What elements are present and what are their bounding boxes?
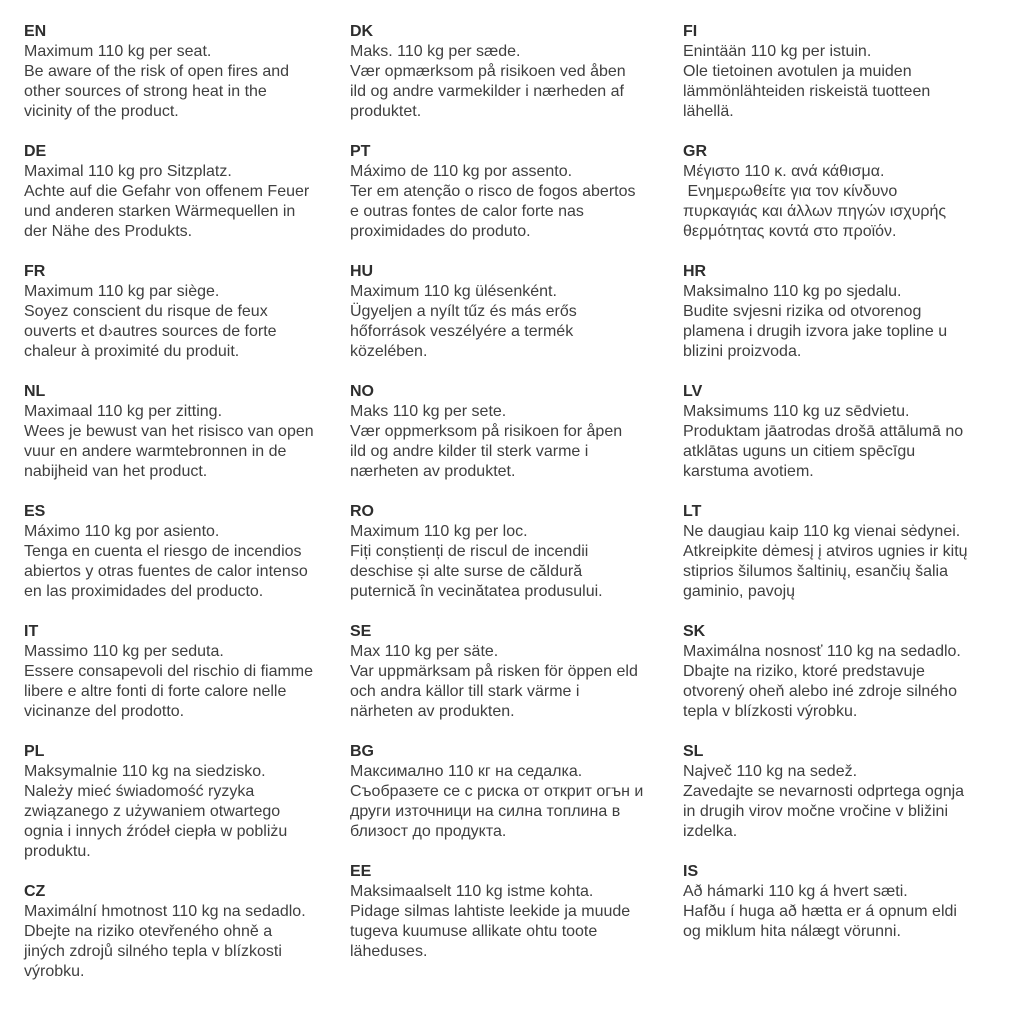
lang-block-gr <box>683 142 1024 242</box>
instruction-line: Be aware of the risk of open fires and <box>24 63 290 80</box>
instruction-line: karstuma avotiem. <box>683 463 814 480</box>
instruction-line: Maximaal 110 kg per zitting. <box>24 403 223 420</box>
instruction-line: Należy mieć świadomość ryzyka <box>24 783 255 800</box>
language-code: FI <box>683 23 698 40</box>
instruction-line: Maximálna nosnosť 110 kg na sedadlo. <box>683 643 961 660</box>
language-code: EE <box>350 863 372 880</box>
language-code: SK <box>683 623 706 640</box>
text-column-3 <box>683 22 1024 1002</box>
instruction-line: związanego z używaniem otwartego <box>24 803 281 820</box>
instruction-line: výrobku. <box>24 963 85 980</box>
lang-block-ro <box>350 502 683 602</box>
language-code: ES <box>24 503 46 520</box>
instruction-line: Wees je bewust van het risisco van open <box>24 423 314 440</box>
instruction-line: Achte auf die Gefahr von offenem Feuer <box>24 183 310 200</box>
instruction-line: en las proximidades del producto. <box>24 583 264 600</box>
instruction-line: tugeva kuumuse allikate ohtu toote <box>350 923 598 940</box>
instruction-line: Max 110 kg per säte. <box>350 643 499 660</box>
instruction-line: Μέγιστο 110 κ. ανά κάθισμα. <box>683 163 885 180</box>
instruction-line: Ügyeljen a nyílt tűz és más erős <box>350 303 577 320</box>
lang-block-fi <box>683 22 1024 122</box>
instruction-line: libere e altre fonti di forte calore nelle <box>24 683 287 700</box>
instruction-line: otvorený oheň alebo iné zdroje silného <box>683 683 957 700</box>
instruction-line: lähellä. <box>683 103 734 120</box>
instruction-line: Soyez conscient du risque de feux <box>24 303 268 320</box>
language-code: HU <box>350 263 374 280</box>
instruction-line: nærheten av produktet. <box>350 463 516 480</box>
instruction-line: Tenga en cuenta el riesgo de incendios <box>24 543 302 560</box>
instruction-line: stiprios šilumos šaltinių, esančių šalia <box>683 563 948 580</box>
instruction-line: nabijheid van het product. <box>24 463 208 480</box>
lang-block-hr <box>683 262 1024 362</box>
instruction-line: Maximum 110 kg par siège. <box>24 283 220 300</box>
instruction-line: puternică în vecinătatea produsului. <box>350 583 603 600</box>
lang-block-hu <box>350 262 683 362</box>
instruction-line: e outras fontes de calor forte nas <box>350 203 584 220</box>
instruction-line: der Nähe des Produkts. <box>24 223 193 240</box>
instruction-line: други източници на силна топлина в <box>350 803 621 820</box>
instruction-line: Var uppmärksam på risken för öppen eld <box>350 663 638 680</box>
lang-block-se <box>350 622 683 722</box>
instruction-line: og miklum hita nálægt vörunni. <box>683 923 901 940</box>
instruction-line: Massimo 110 kg per seduta. <box>24 643 224 660</box>
instruction-line: abiertos y otras fuentes de calor intenso <box>24 563 308 580</box>
language-code: DK <box>350 23 374 40</box>
instruction-line: proximidades do produto. <box>350 223 531 240</box>
lang-block-dk <box>350 22 683 122</box>
lang-block-de <box>24 142 350 242</box>
instruction-line: közelében. <box>350 343 428 360</box>
lang-block-es <box>24 502 350 602</box>
instruction-line: Maks. 110 kg per sæde. <box>350 43 521 60</box>
instruction-line: ild og andre kilder til sterk varme i <box>350 443 589 460</box>
language-code: LV <box>683 383 703 400</box>
instruction-line: Maks 110 kg per sete. <box>350 403 507 420</box>
instruction-line: chaleur à proximité du produit. <box>24 343 240 360</box>
instruction-line: blizini proizvoda. <box>683 343 802 360</box>
instruction-line: Atkreipkite dėmesį į atviros ugnies ir kitų <box>683 543 968 560</box>
instruction-line: jiných zdrojů silného tepla v blízkosti <box>24 943 282 960</box>
instruction-line: Dbejte na riziko otevřeného ohně a <box>24 923 273 940</box>
instruction-line: Hafðu í huga að hætta er á opnum eldi <box>683 903 957 920</box>
language-code: FR <box>24 263 46 280</box>
instruction-line: närheten av produkten. <box>350 703 515 720</box>
instruction-line: vuur en andere warmtebronnen in de <box>24 443 287 460</box>
instruction-line: gaminio, pavojų <box>683 583 796 600</box>
language-code: NL <box>24 383 46 400</box>
lang-block-lv <box>683 382 1024 482</box>
instruction-line: Fiți conștienți de riscul de incendii <box>350 543 589 560</box>
instruction-line: Máximo de 110 kg por assento. <box>350 163 573 180</box>
instruction-line: produktu. <box>24 843 91 860</box>
instruction-line: Pidage silmas lahtiste leekide ja muude <box>350 903 631 920</box>
instruction-line: Maksimums 110 kg uz sēdvietu. <box>683 403 910 420</box>
lang-block-bg <box>350 742 683 842</box>
language-code: PT <box>350 143 371 160</box>
language-code: GR <box>683 143 707 160</box>
instruction-line: in drugih virov močne vročine v bližini <box>683 803 948 820</box>
instruction-line: Að hámarki 110 kg á hvert sæti. <box>683 883 908 900</box>
lang-block-pl <box>24 742 350 862</box>
language-code: IS <box>683 863 699 880</box>
language-code: HR <box>683 263 707 280</box>
instruction-line: other sources of strong heat in the <box>24 83 267 100</box>
lang-block-ee <box>350 862 683 962</box>
instruction-line: Essere consapevoli del rischio di fiamme <box>24 663 314 680</box>
instruction-line: Vær opmærksom på risikoen ved åben <box>350 63 626 80</box>
language-code: EN <box>24 23 47 40</box>
instruction-line: Vær oppmerksom på risikoen for åpen <box>350 423 623 440</box>
instruction-line: Največ 110 kg na sedež. <box>683 763 858 780</box>
instruction-line: Maximal 110 kg pro Sitzplatz. <box>24 163 232 180</box>
instruction-line: Maximum 110 kg per seat. <box>24 43 212 60</box>
instruction-line: Максимално 110 кг на седалка. <box>350 763 583 780</box>
language-code: PL <box>24 743 45 760</box>
instruction-line: Съобразете се с риска от открит огън и <box>350 783 644 800</box>
lang-block-lt <box>683 502 1024 602</box>
instruction-line: läheduses. <box>350 943 428 960</box>
instruction-line: θερμότητας κοντά στο προϊόν. <box>683 223 897 240</box>
instruction-line: lämmönlähteiden riskeistä tuotteen <box>683 83 931 100</box>
lang-block-sl <box>683 742 1024 842</box>
instruction-line: Maximum 110 kg per loc. <box>350 523 528 540</box>
instruction-line: produktet. <box>350 103 422 120</box>
lang-block-is <box>683 862 1024 942</box>
instruction-line: tepla v blízkosti výrobku. <box>683 703 858 720</box>
text-column-2 <box>350 22 683 1002</box>
instruction-line: Enintään 110 kg per istuin. <box>683 43 872 60</box>
lang-block-cz <box>24 882 350 982</box>
language-code: CZ <box>24 883 46 900</box>
instruction-line: Maksymalnie 110 kg na siedzisko. <box>24 763 266 780</box>
lang-block-nl <box>24 382 350 482</box>
instruction-line: Dbajte na riziko, ktoré predstavuje <box>683 663 925 680</box>
lang-block-pt <box>350 142 683 242</box>
instruction-line: ild og andre varmekilder i nærheden af <box>350 83 624 100</box>
instruction-line: und anderen starken Wärmequellen in <box>24 203 296 220</box>
instruction-line: deschise și alte surse de căldură <box>350 563 583 580</box>
text-column-1 <box>24 22 350 1002</box>
instruction-line: Produktam jāatrodas drošā attālumā no <box>683 423 964 440</box>
instruction-line: Maksimalno 110 kg po sjedalu. <box>683 283 902 300</box>
instruction-line: vicinity of the product. <box>24 103 179 120</box>
language-code: IT <box>24 623 39 640</box>
instruction-line: Ενημερωθείτε για τον κίνδυνο <box>683 183 898 200</box>
instruction-line: atklātas uguns un citiem spēcīgu <box>683 443 916 460</box>
instruction-line: Maximální hmotnost 110 kg na sedadlo. <box>24 903 306 920</box>
language-code: SE <box>350 623 372 640</box>
lang-block-fr <box>24 262 350 362</box>
language-code: BG <box>350 743 374 760</box>
instruction-line: izdelka. <box>683 823 738 840</box>
language-code: NO <box>350 383 374 400</box>
instruction-line: близост до продукта. <box>350 823 507 840</box>
instruction-line: och andra källor till stark värme i <box>350 683 580 700</box>
instruction-line: Ne daugiau kaip 110 kg vienai sėdynei. <box>683 523 961 540</box>
instruction-line: Máximo 110 kg por asiento. <box>24 523 220 540</box>
lang-block-sk <box>683 622 1024 722</box>
language-code: SL <box>683 743 704 760</box>
lang-block-no <box>350 382 683 482</box>
instruction-line: ouverts et d›autres sources de forte <box>24 323 277 340</box>
language-code: DE <box>24 143 47 160</box>
instruction-line: hőforrások veszélyére a termék <box>350 323 574 340</box>
language-code: RO <box>350 503 374 520</box>
instruction-line: ognia i innych źródeł ciepła w pobliżu <box>24 823 288 840</box>
lang-block-it <box>24 622 350 722</box>
lang-block-en <box>24 22 350 122</box>
instruction-line: Ole tietoinen avotulen ja muiden <box>683 63 912 80</box>
instruction-line: πυρκαγιάς και άλλων πηγών ισχυρής <box>683 203 947 220</box>
language-code: LT <box>683 503 702 520</box>
instruction-line: Maksimaalselt 110 kg istme kohta. <box>350 883 594 900</box>
instruction-line: vicinanze del prodotto. <box>24 703 185 720</box>
instruction-line: Zavedajte se nevarnosti odprtega ognja <box>683 783 965 800</box>
instruction-line: plamena i drugih izvora jake topline u <box>683 323 948 340</box>
instruction-line: Maximum 110 kg ülésenként. <box>350 283 557 300</box>
instruction-line: Budite svjesni rizika od otvorenog <box>683 303 922 320</box>
instruction-line: Ter em atenção o risco de fogos abertos <box>350 183 636 200</box>
